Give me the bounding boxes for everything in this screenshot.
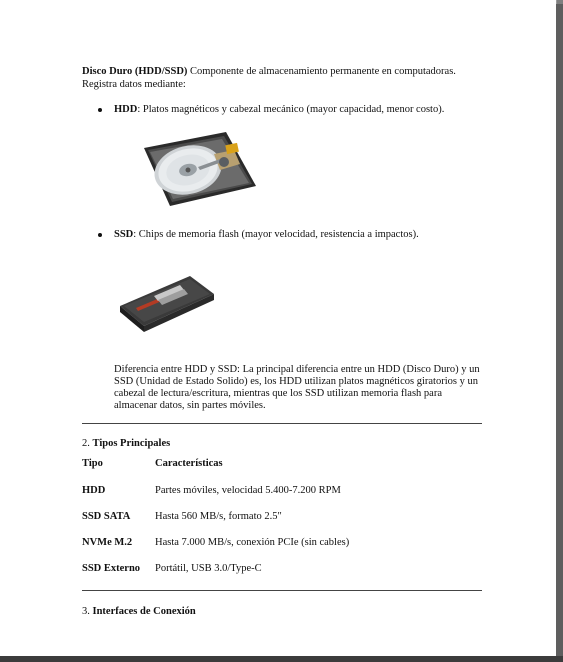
page-shadow-right [556,4,563,662]
bullet-ssd-text [114,229,419,242]
bullet-dot [98,108,102,112]
section-3-number: 3. [82,606,93,617]
bullet-hdd-text [114,104,444,117]
table-header-characteristics: Características [155,458,223,469]
intro-text: Componente de almacenamiento permanente en computadoras. Registra datos mediante: [82,66,456,90]
table-row [82,511,482,525]
row-type: NVMe M.2 [82,537,133,548]
section-2-number: 2. [82,438,93,449]
row-characteristics: Hasta 560 MB/s, formato 2.5" [155,511,282,522]
intro-paragraph [82,66,492,91]
row-characteristics: Hasta 7.000 MB/s, conexión PCIe (sin cables) [155,537,350,548]
row-type: HDD [82,485,106,496]
row-characteristics: Portátil, USB 3.0/Type-C [155,563,262,574]
section-3-title: Interfaces de Conexión [92,606,196,617]
difference-paragraph: Diferencia entre HDD y SSD: La principal diferencia entre un HDD (Disco Duro) y un SSD (Unidad de Estado Solido) es, los HDD utilizan platos magnéticos giratorios y un cabezal de lectura/escritura, mientras que los SSD utilizan memoria flash para almacenar datos, sin partes móviles. [114,364,480,411]
table-header-row [82,458,482,472]
row-type: SSD Externo [82,563,141,574]
bullet-dot [98,233,102,237]
divider [82,423,482,424]
ssd-image [114,270,216,340]
bullet-ssd-term: SSD [114,229,134,240]
section-3-heading [82,606,196,617]
table-header-type: Tipo [82,458,103,469]
bullet-hdd-desc: : Platos magnéticos y cabezal mecánico (mayor capacidad, menor costo). [137,104,445,115]
table-row [82,537,482,551]
bullet-ssd-desc: : Chips de memoria flash (mayor velocidad, resistencia a impactos). [133,229,419,240]
intro-term: Disco Duro (HDD/SSD) [82,66,188,77]
row-type: SSD SATA [82,511,131,522]
row-characteristics: Partes móviles, velocidad 5.400-7.200 RPM [155,485,341,496]
divider [82,590,482,591]
table-row [82,563,482,577]
section-2-title: Tipos Principales [92,438,171,449]
bullet-hdd-term: HDD [114,104,138,115]
section-2-heading [82,438,170,449]
hdd-image [140,130,258,208]
page-shadow-bottom [0,656,563,662]
table-row [82,485,482,499]
